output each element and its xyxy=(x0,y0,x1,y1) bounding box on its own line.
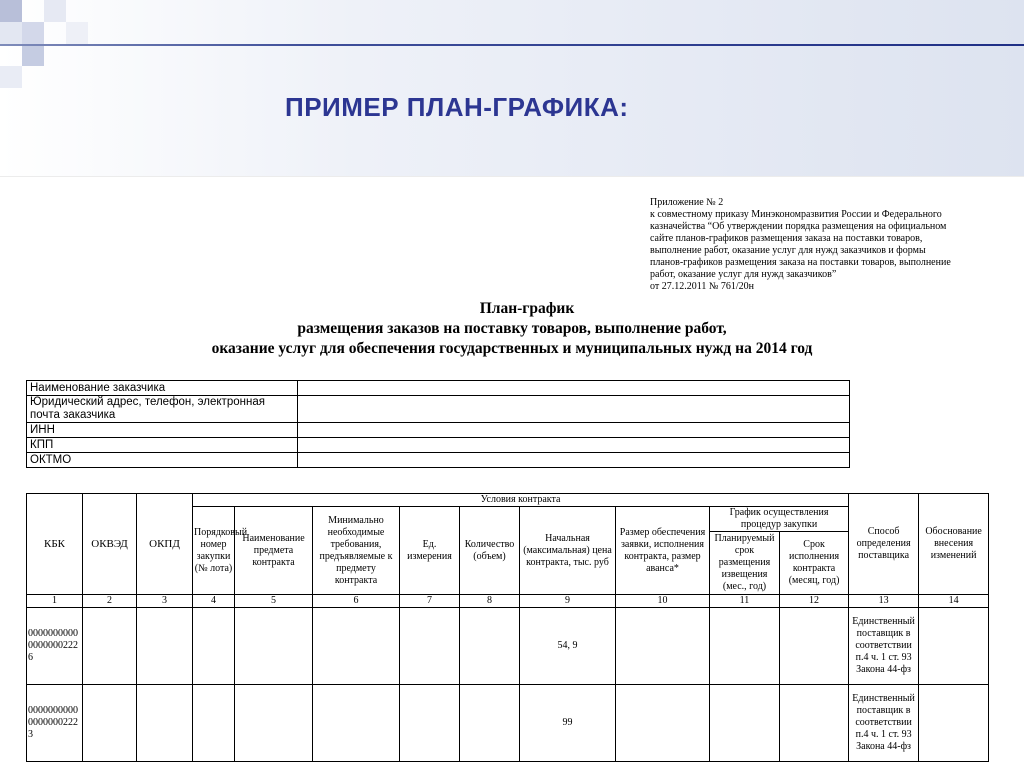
appendix-line: казначейства “Об утверждении порядка размещения на официальном xyxy=(650,221,947,232)
plan-title-line: План-график xyxy=(479,300,575,317)
table-row xyxy=(27,423,850,438)
customer-address-value xyxy=(298,396,850,423)
col-header-start-price: Начальная (максимальная) цена контракта, тыс. руб xyxy=(520,507,616,595)
col-header-schedule: График осуществления процедур закупки xyxy=(710,507,849,532)
appendix-line: выполнение работ, оказание услуг для нужд заказчиков и формы xyxy=(650,245,926,256)
empty-cell xyxy=(235,685,313,762)
decorative-square xyxy=(0,22,22,44)
column-number: 4 xyxy=(193,595,235,608)
empty-cell xyxy=(400,608,460,685)
document-scan xyxy=(0,176,1024,769)
decorative-square xyxy=(22,22,44,44)
appendix-note xyxy=(650,197,995,293)
empty-cell xyxy=(400,685,460,762)
empty-cell xyxy=(710,685,780,762)
decorative-square xyxy=(22,44,44,66)
customer-oktmo-label: ОКТМО xyxy=(27,453,298,468)
table-row xyxy=(27,685,989,762)
customer-oktmo-value xyxy=(298,453,850,468)
empty-cell xyxy=(83,685,137,762)
col-header-justification: Обоснование внесения изменений xyxy=(919,494,989,595)
empty-cell xyxy=(193,685,235,762)
customer-kpp-label: КПП xyxy=(27,438,298,453)
plan-schedule-table xyxy=(26,493,989,762)
decorative-square xyxy=(0,0,22,22)
col-header-kbk: КБК xyxy=(27,494,83,595)
customer-inn-value xyxy=(298,423,850,438)
table-row xyxy=(27,453,850,468)
kbk-cell: 000000000000000002223 xyxy=(27,685,83,762)
decorative-square xyxy=(0,66,22,88)
empty-cell xyxy=(616,608,710,685)
empty-cell xyxy=(137,608,193,685)
column-number: 9 xyxy=(520,595,616,608)
col-header-quantity: Количество (объем) xyxy=(460,507,520,595)
start-price-cell: 99 xyxy=(520,685,616,762)
col-header-contract-terms: Условия контракта xyxy=(193,494,849,507)
table-row xyxy=(27,381,850,396)
empty-cell xyxy=(83,608,137,685)
empty-cell xyxy=(137,685,193,762)
col-header-security: Размер обеспечения заявки, исполнения контракта, размер аванса* xyxy=(616,507,710,595)
appendix-line: работ, оказание услуг для нужд заказчиков” xyxy=(650,269,837,280)
customer-address-label: Юридический адрес, телефон, электронная почта заказчика xyxy=(27,396,298,423)
customer-name-label: Наименование заказчика xyxy=(27,381,298,396)
method-cell: Единственный поставщик в соответствии п.4 ч. 1 ст. 93 Закона 44-фз xyxy=(849,608,919,685)
empty-cell xyxy=(780,608,849,685)
table-row xyxy=(27,438,850,453)
empty-cell xyxy=(313,685,400,762)
empty-cell xyxy=(313,608,400,685)
decorative-square xyxy=(44,0,66,22)
column-number: 7 xyxy=(400,595,460,608)
column-number-row xyxy=(27,595,989,608)
empty-cell xyxy=(460,685,520,762)
kbk-cell: 000000000000000002226 xyxy=(27,608,83,685)
table-row xyxy=(27,608,989,685)
column-number: 10 xyxy=(616,595,710,608)
column-number: 3 xyxy=(137,595,193,608)
col-header-okved: ОКВЭД xyxy=(83,494,137,595)
customer-info-table xyxy=(26,380,850,468)
col-header-okpd: ОКПД xyxy=(137,494,193,595)
empty-cell xyxy=(919,685,989,762)
customer-inn-label: ИНН xyxy=(27,423,298,438)
slide-title: ПРИМЕР ПЛАН-ГРАФИКА: xyxy=(285,92,629,122)
plan-title xyxy=(0,299,1024,359)
column-number: 12 xyxy=(780,595,849,608)
column-number: 2 xyxy=(83,595,137,608)
col-header-unit: Ед. измерения xyxy=(400,507,460,595)
customer-name-value xyxy=(298,381,850,396)
plan-title-line: оказание услуг для обеспечения государственных и муниципальных нужд на 2014 год xyxy=(211,340,813,357)
appendix-line: Приложение № 2 xyxy=(650,197,724,208)
col-header-subject-name: Наименование предмета контракта xyxy=(235,507,313,595)
empty-cell xyxy=(710,608,780,685)
col-header-method: Способ определения поставщика xyxy=(849,494,919,595)
slide-header-band xyxy=(0,0,1024,176)
table-header-row xyxy=(27,494,989,507)
customer-kpp-value xyxy=(298,438,850,453)
empty-cell xyxy=(193,608,235,685)
appendix-line: от 27.12.2011 № 761/20н xyxy=(650,281,755,292)
column-number: 6 xyxy=(313,595,400,608)
column-number: 1 xyxy=(27,595,83,608)
col-header-min-requirements: Минимально необходимые требования, предъявляемые к предмету контракта xyxy=(313,507,400,595)
decorative-square xyxy=(66,22,88,44)
empty-cell xyxy=(235,608,313,685)
appendix-line: сайте планов-графиков размещения заказа на поставки товаров, xyxy=(650,233,923,244)
col-header-planned-date: Планируемый срок размещения извещения (мес., год) xyxy=(710,532,780,595)
decorative-rule-line xyxy=(0,44,1024,46)
col-header-lot-number: Порядковый номер закупки (№ лота) xyxy=(193,507,235,595)
table-row xyxy=(27,396,850,423)
appendix-line: планов-графиков размещения заказа на поставки товаров, выполнение xyxy=(650,257,951,268)
empty-cell xyxy=(919,608,989,685)
plan-title-line: размещения заказов на поставку товаров, выполнение работ, xyxy=(297,320,727,337)
empty-cell xyxy=(460,608,520,685)
method-cell: Единственный поставщик в соответствии п.4 ч. 1 ст. 93 Закона 44-фз xyxy=(849,685,919,762)
appendix-line: к совместному приказу Минэкономразвития России и Федерального xyxy=(650,209,942,220)
empty-cell xyxy=(616,685,710,762)
column-number: 14 xyxy=(919,595,989,608)
column-number: 5 xyxy=(235,595,313,608)
column-number: 8 xyxy=(460,595,520,608)
start-price-cell: 54, 9 xyxy=(520,608,616,685)
empty-cell xyxy=(780,685,849,762)
column-number: 13 xyxy=(849,595,919,608)
column-number: 11 xyxy=(710,595,780,608)
col-header-exec-date: Срок исполнения контракта (месяц, год) xyxy=(780,532,849,595)
